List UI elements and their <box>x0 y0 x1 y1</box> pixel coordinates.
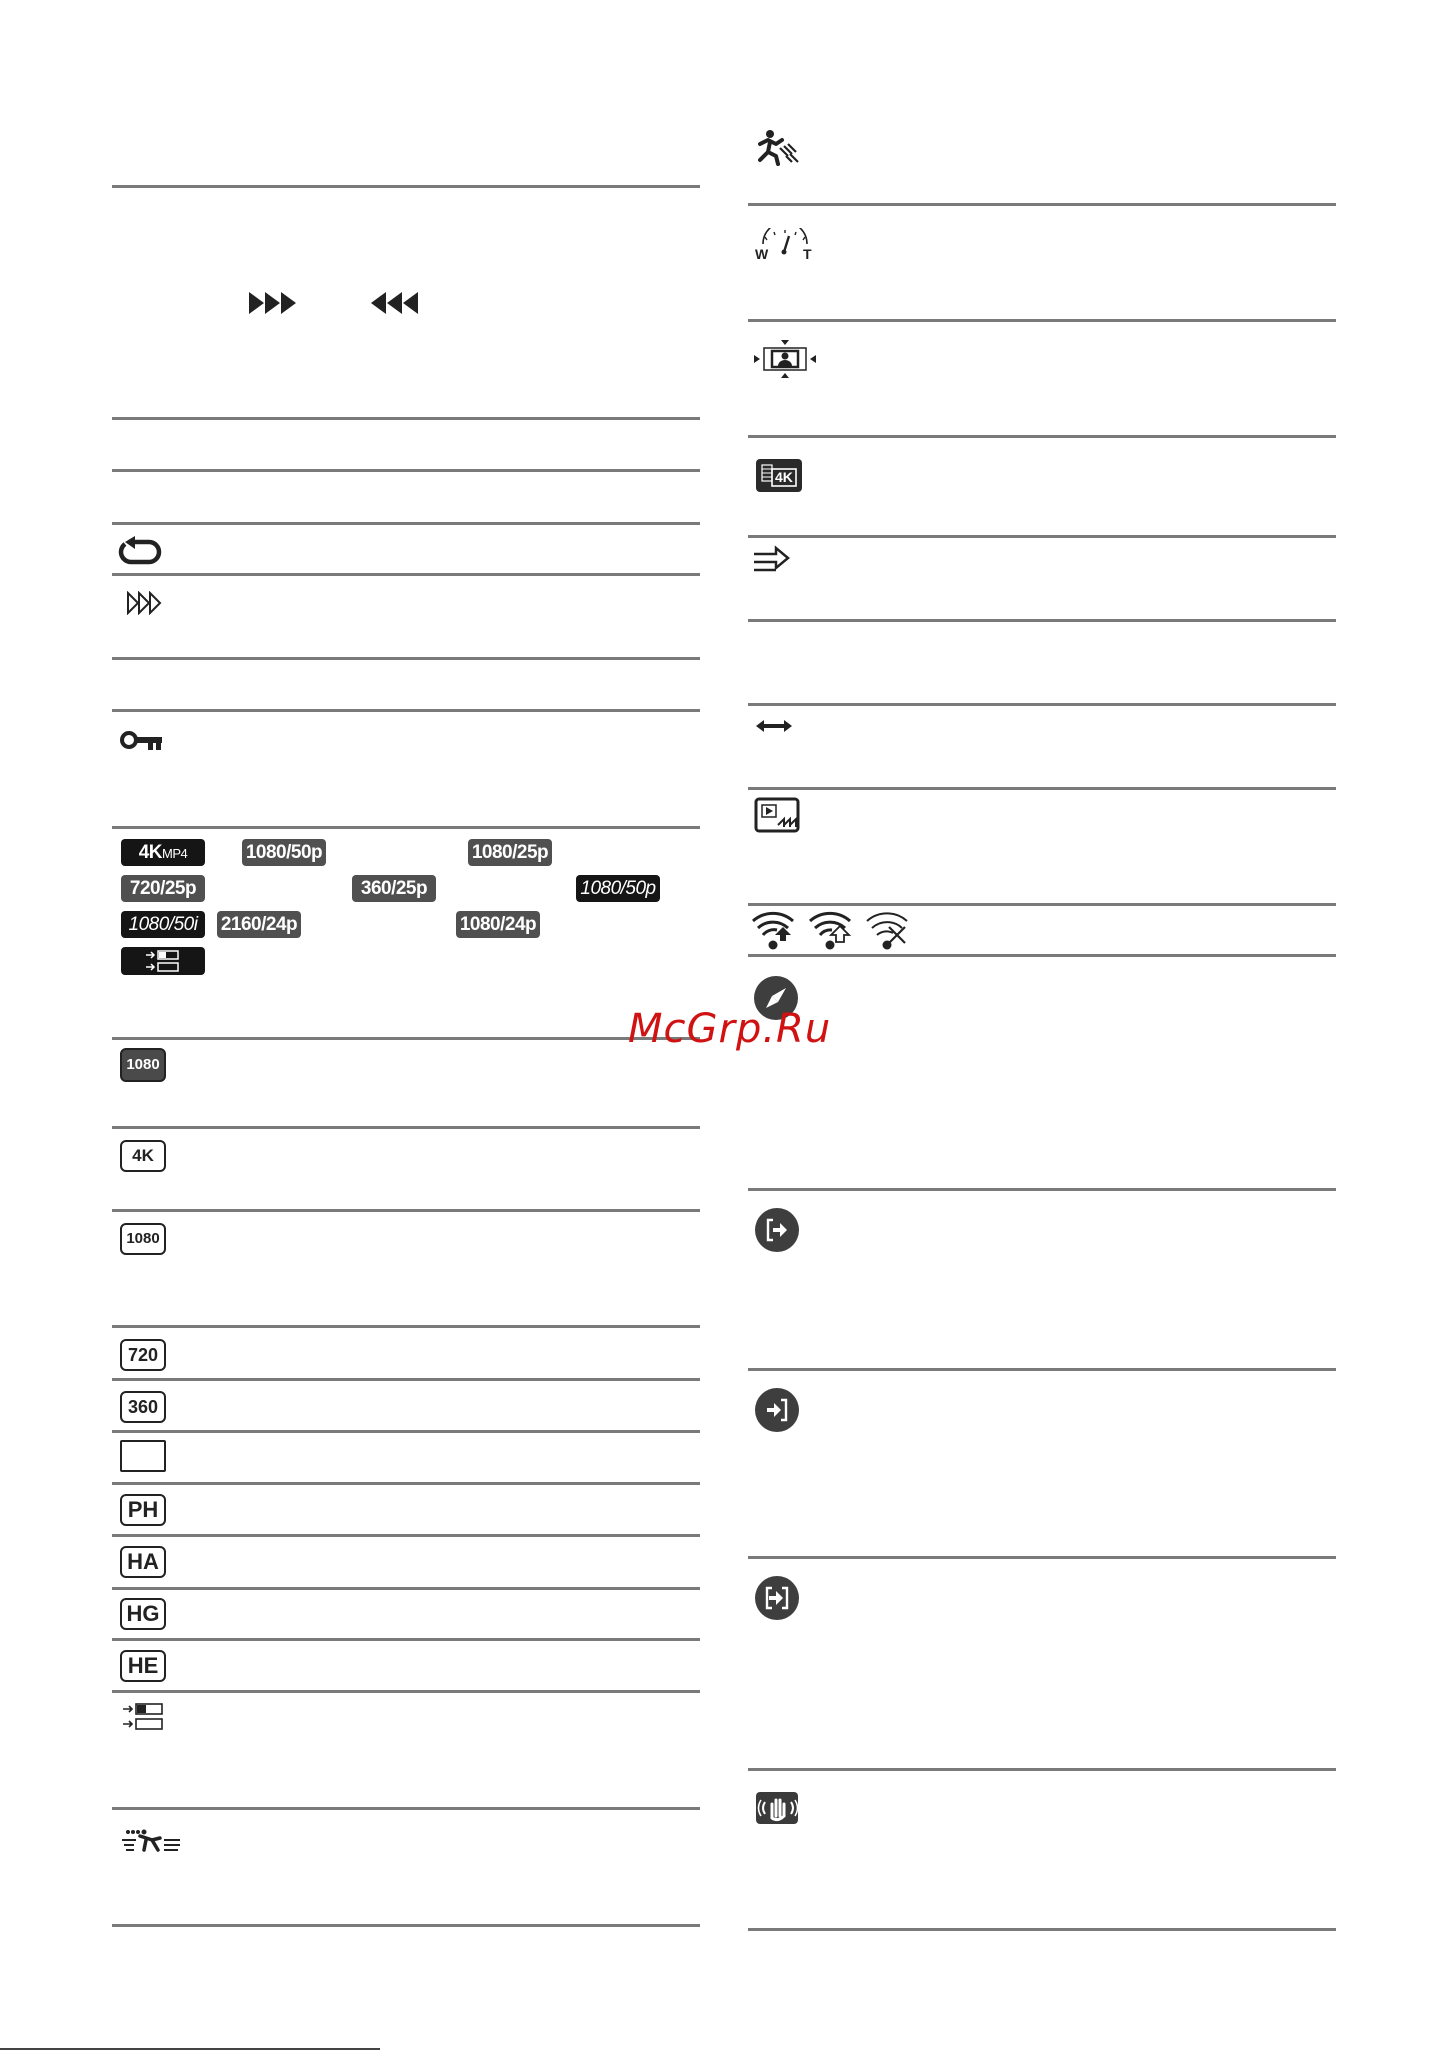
divider <box>748 1928 1336 1931</box>
transfer-arrow-graphic <box>755 1576 799 1620</box>
import-arrow-graphic <box>755 1388 799 1432</box>
tag-720-25p: 720/25p <box>121 875 205 902</box>
divider <box>112 185 700 188</box>
divider <box>748 703 1336 706</box>
tag-360-25p: 360/25p <box>352 875 436 902</box>
divider <box>112 522 700 525</box>
divider <box>112 573 700 576</box>
image-stabilizer-icon <box>756 1792 798 1824</box>
wifi-disconnected-icon <box>865 909 909 951</box>
divider <box>748 787 1336 790</box>
divider <box>112 1924 700 1927</box>
sports-mode-icon <box>122 1828 184 1854</box>
tag-1080-50p-italic: 1080/50p <box>576 875 660 902</box>
badge-720: 720 <box>120 1339 166 1371</box>
tag-1080-50i: 1080/50i <box>121 911 205 938</box>
tag-2160-24p: 2160/24p <box>217 911 301 938</box>
badge-he: HE <box>120 1650 166 1682</box>
transfer-circle-icon <box>755 1576 799 1620</box>
4k-photo-label: 4K <box>775 469 793 485</box>
zoom-wide-label: W <box>755 246 769 260</box>
export-arrow-graphic <box>755 1208 799 1252</box>
divider <box>112 1690 700 1693</box>
badge-1080-dark: 1080 <box>120 1048 166 1082</box>
highlight-playback-icon <box>754 797 802 835</box>
wifi-upload-outline-icon <box>808 909 852 951</box>
zoom-tele-label: T <box>803 246 812 260</box>
export-circle-icon <box>755 1208 799 1252</box>
badge-hg: HG <box>120 1598 166 1630</box>
divider <box>748 435 1336 438</box>
divider <box>748 1368 1336 1371</box>
badge-360: 360 <box>120 1391 166 1423</box>
divider <box>748 903 1336 906</box>
tag-1080-24p: 1080/24p <box>456 911 540 938</box>
divider <box>112 1482 700 1485</box>
action-runner-icon <box>756 130 802 166</box>
divider <box>112 1037 700 1040</box>
divider <box>112 1638 700 1641</box>
blank-box-icon <box>120 1440 166 1472</box>
divider <box>112 1430 700 1433</box>
divider <box>112 417 700 420</box>
divider <box>748 1768 1336 1771</box>
divider <box>748 1188 1336 1191</box>
divider <box>748 619 1336 622</box>
repeat-icon <box>117 536 163 568</box>
divider <box>748 203 1336 206</box>
divider <box>748 1556 1336 1559</box>
footer-line <box>0 2048 380 2050</box>
divider <box>112 1209 700 1212</box>
watermark: McGrp.Ru <box>628 1006 832 1052</box>
divider <box>748 319 1336 322</box>
4k-photo-icon <box>756 459 802 492</box>
outline-triple-forward-icon <box>127 591 163 615</box>
badge-ha: HA <box>120 1546 166 1578</box>
divider <box>112 1807 700 1810</box>
tag-1080-25p: 1080/25p <box>468 839 552 866</box>
triple-rewind-arrow-icon <box>371 292 421 314</box>
wifi-upload-icon <box>751 909 795 951</box>
badge-4k: 4K <box>120 1140 166 1172</box>
tag-4k-mp4: 4KMP4 <box>121 839 205 866</box>
badge-1080-outline: 1080 <box>120 1223 166 1255</box>
divider <box>112 1587 700 1590</box>
divider <box>112 1126 700 1129</box>
divider <box>112 657 700 660</box>
dual-record-icon <box>121 947 205 975</box>
zoom-gauge-icon <box>755 228 815 260</box>
dual-record-outline-icon <box>122 1702 168 1732</box>
auto-framing-icon <box>754 340 816 378</box>
split-direction-icon <box>752 544 790 580</box>
import-circle-icon <box>755 1388 799 1432</box>
badge-ph: PH <box>120 1494 166 1526</box>
protect-key-icon <box>120 730 164 752</box>
divider <box>112 709 700 712</box>
divider <box>748 535 1336 538</box>
divider <box>748 954 1336 957</box>
divider <box>112 469 700 472</box>
hand-wave-graphic <box>756 1792 798 1824</box>
triple-forward-arrow-icon <box>249 292 299 314</box>
tag-1080-50p: 1080/50p <box>242 839 326 866</box>
divider <box>112 1325 700 1328</box>
double-arrow-icon <box>756 718 792 734</box>
divider <box>112 826 700 829</box>
divider <box>112 1378 700 1381</box>
dual-record-tag <box>121 947 205 975</box>
divider <box>112 1534 700 1537</box>
